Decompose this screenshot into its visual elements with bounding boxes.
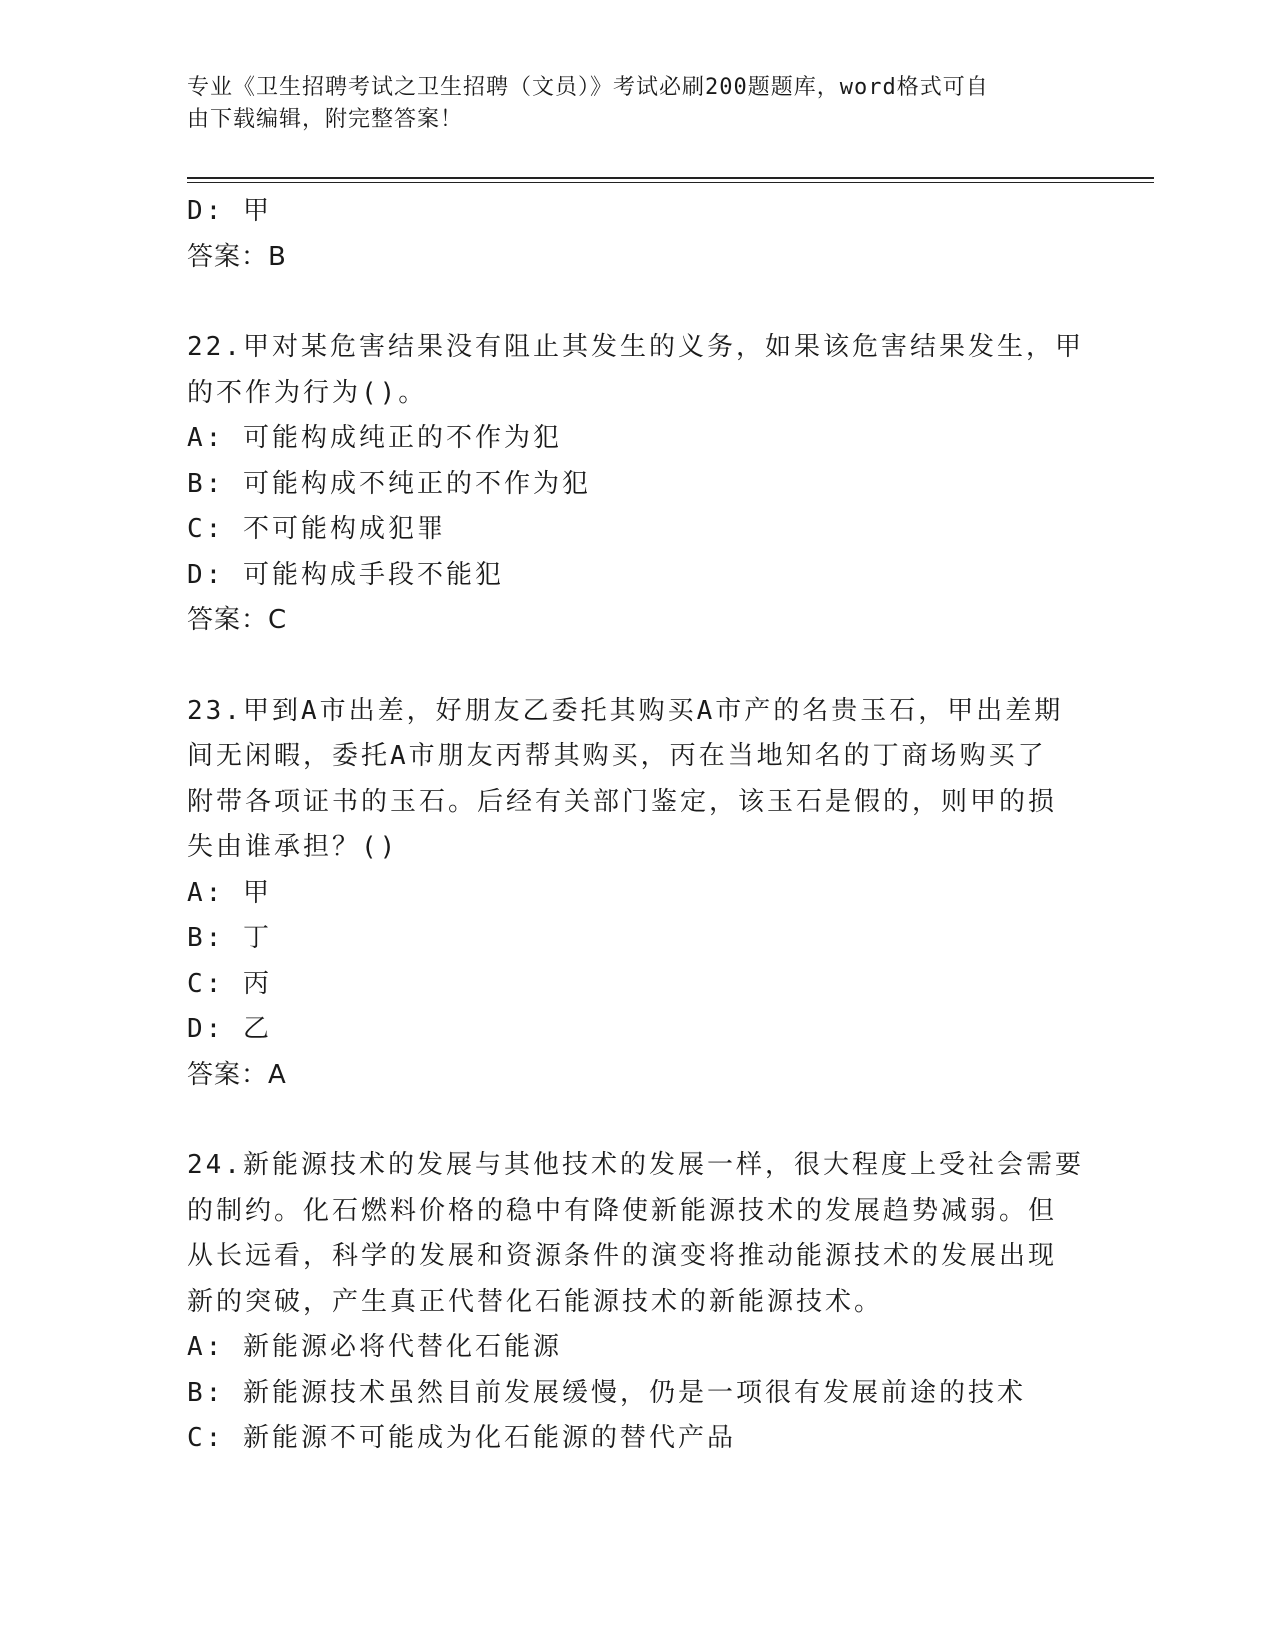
option-c: C: 新能源不可能成为化石能源的替代产品 xyxy=(187,1423,736,1453)
question-stem-line: 23.甲到A市出差，好朋友乙委托其购买A市产的名贵玉石，甲出差期 xyxy=(187,695,1064,726)
question-stem-line: 新的突破，产生真正代替化石能源技术的新能源技术。 xyxy=(187,1286,884,1317)
answer-line: 答案：C xyxy=(187,605,288,635)
question-stem-line: 失由谁承担？() xyxy=(187,832,399,862)
question-stem-line: 24.新能源技术的发展与其他技术的发展一样，很大程度上受社会需要 xyxy=(187,1150,1084,1180)
option-a: A: 可能构成纯正的不作为犯 xyxy=(187,423,562,453)
option-c: C: 丙 xyxy=(187,968,272,999)
option-c: C: 不可能构成犯罪 xyxy=(187,514,446,544)
answer-line: 答案：A xyxy=(187,1059,287,1090)
question-stem-line: 的制约。化石燃料价格的稳中有降使新能源技术的发展趋势减弱。但 xyxy=(187,1195,1058,1226)
question-stem-line: 附带各项证书的玉石。后经有关部门鉴定，该玉石是假的，则甲的损 xyxy=(187,786,1058,817)
option-d: D: 乙 xyxy=(187,1014,272,1044)
question-content xyxy=(187,189,1087,1462)
question-24 xyxy=(187,1143,1087,1462)
option-b: B: 可能构成不纯正的不作为犯 xyxy=(187,468,591,499)
option-a: A: 甲 xyxy=(187,877,272,908)
header-rule-thin xyxy=(187,182,1154,183)
header-rule-thick xyxy=(187,177,1154,179)
question-stem-line: 22.甲对某危害结果没有阻止其发生的义务，如果该危害结果发生，甲 xyxy=(187,332,1084,362)
question-stem-line: 从长远看，科学的发展和资源条件的演变将推动能源技术的发展出现 xyxy=(187,1241,1058,1271)
question-23 xyxy=(187,689,1087,1099)
option-a: A: 新能源必将代替化石能源 xyxy=(187,1332,562,1362)
answer-line: 答案：B xyxy=(187,241,287,272)
question-stem-line: 的不作为行为()。 xyxy=(187,377,428,408)
question-22 xyxy=(187,325,1087,644)
document-header xyxy=(187,72,1067,136)
header-line-1: 专业《卫生招聘考试之卫生招聘（文员）》考试必刷200题题库，word格式可自 xyxy=(187,75,989,100)
option-d: D: 可能构成手段不能犯 xyxy=(187,559,504,590)
option-b: B: 新能源技术虽然目前发展缓慢，仍是一项很有发展前途的技术 xyxy=(187,1377,1026,1408)
question-stem-line: 间无闲暇，委托A市朋友丙帮其购买，丙在当地知名的丁商场购买了 xyxy=(187,741,1047,771)
option-d: D: 甲 xyxy=(187,196,272,226)
option-b: B: 丁 xyxy=(187,923,272,953)
header-line-2: 由下载编辑，附完整答案！ xyxy=(187,107,464,132)
carryover-block xyxy=(187,189,1087,280)
